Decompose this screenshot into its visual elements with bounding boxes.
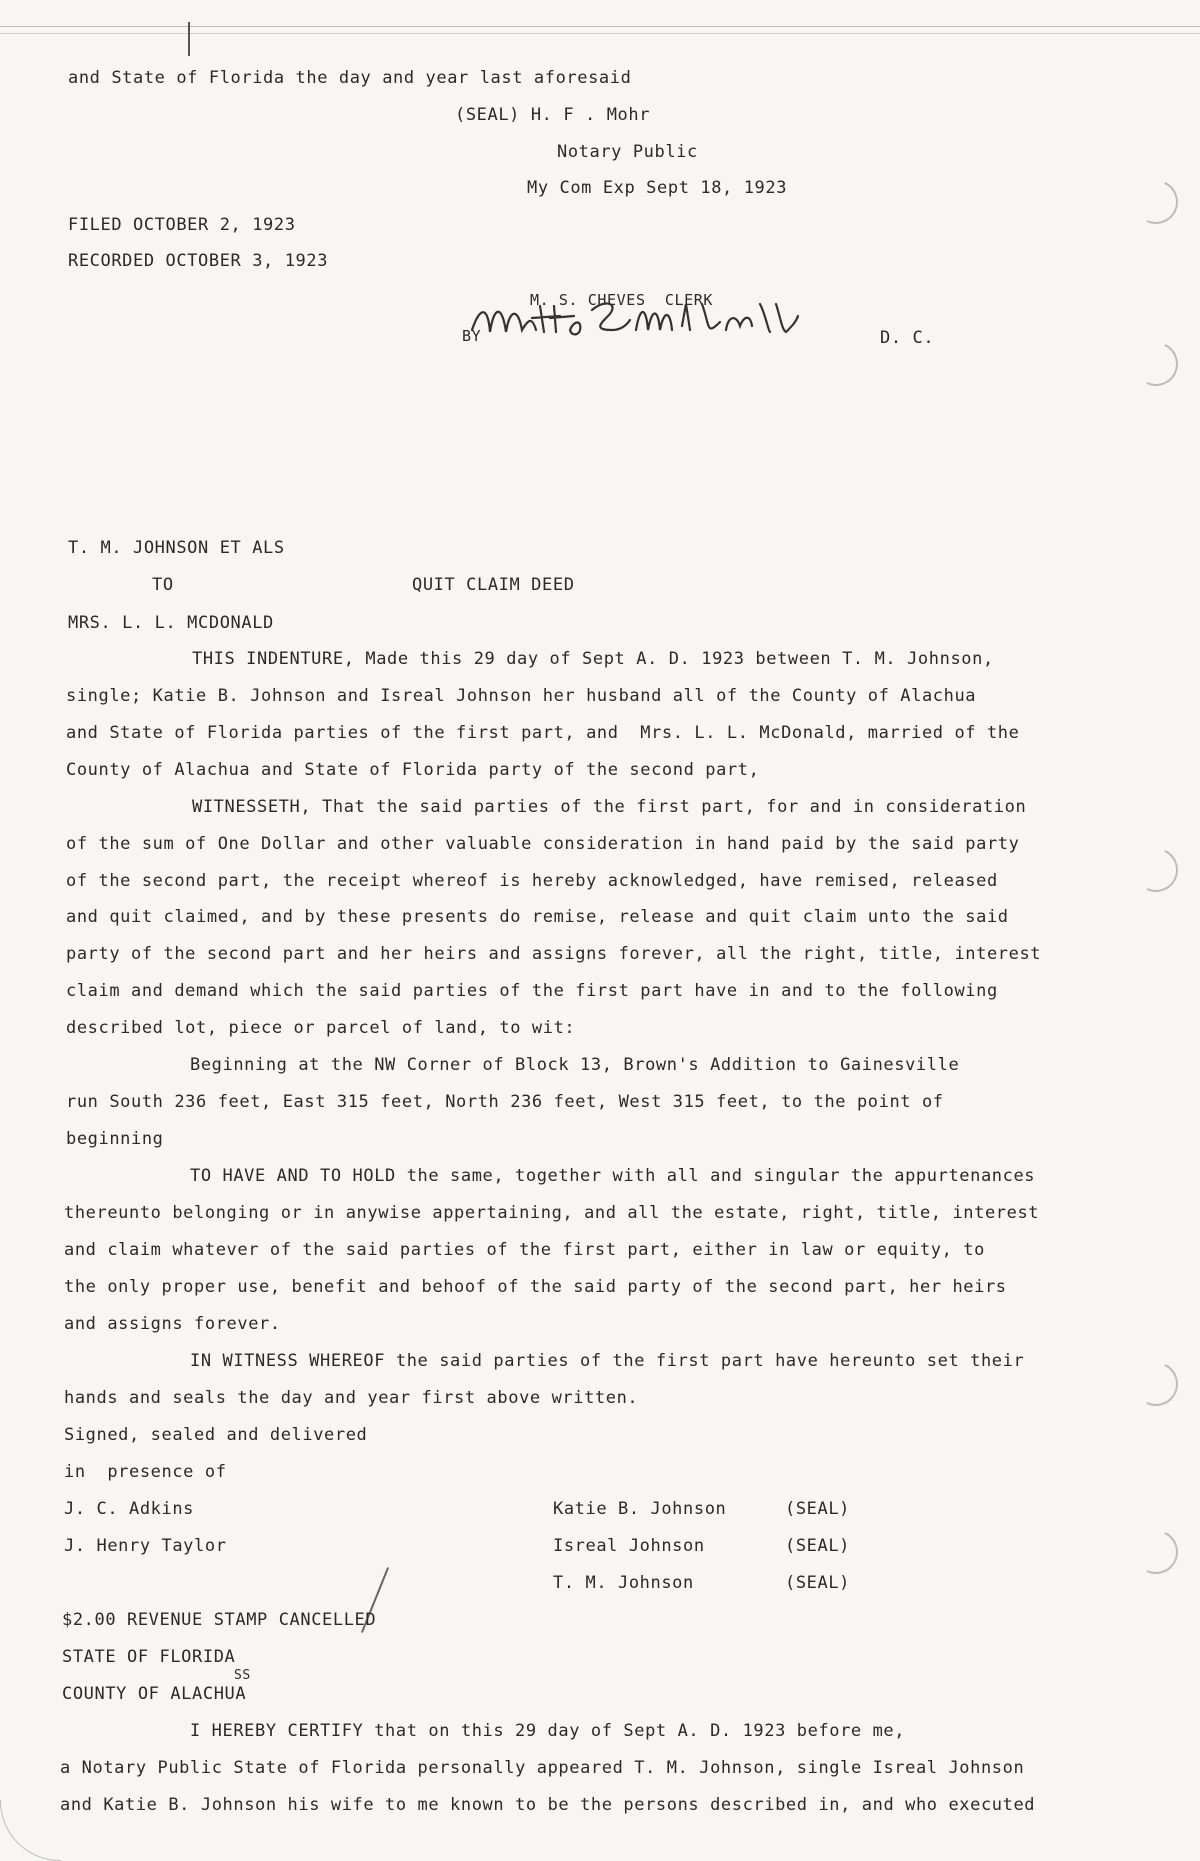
deputy-clerk-signature	[470, 286, 800, 356]
binder-hole	[1128, 174, 1184, 230]
signer-name: T. M. Johnson	[553, 1573, 694, 1593]
body-line: claim and demand which the said parties of the first part have in and to the following	[66, 981, 998, 1001]
seal-mark: (SEAL)	[785, 1499, 851, 1519]
binder-hole	[1128, 336, 1184, 392]
notary-seal-line: (SEAL) H. F . Mohr	[455, 105, 651, 125]
notary-title: Notary Public	[557, 142, 698, 162]
witness-name: J. C. Adkins	[64, 1499, 195, 1519]
top-edge-line-2	[0, 33, 1200, 34]
binder-hole	[1128, 1356, 1184, 1412]
body-line: and assigns forever.	[64, 1314, 281, 1334]
ss-mark: SS	[234, 1668, 251, 1683]
body-line: single; Katie B. Johnson and Isreal Johnson her husband all of the County of Alachua	[66, 686, 977, 706]
signer-name: Katie B. Johnson	[553, 1499, 727, 1519]
revenue-stamp-note: $2.00 REVENUE STAMP CANCELLED	[62, 1610, 377, 1630]
body-line: WITNESSETH, That the said parties of the first part, for and in consideration	[192, 797, 1027, 817]
body-line: party of the second part and her heirs and assigns forever, all the right, title, interest	[66, 944, 1042, 964]
binder-hole	[1128, 1524, 1184, 1580]
recorded-date: RECORDED OCTOBER 3, 1923	[68, 251, 329, 271]
body-line: TO HAVE AND TO HOLD the same, together with all and singular the appurtenances	[190, 1166, 1036, 1186]
body-line: and claim whatever of the said parties of the first part, either in law or equity, to	[64, 1240, 985, 1260]
closing-line: and State of Florida the day and year last aforesaid	[68, 68, 632, 88]
witness-name: J. Henry Taylor	[64, 1536, 227, 1556]
body-line: thereunto belonging or in anywise appertaining, and all the estate, right, title, interest	[64, 1203, 1040, 1223]
body-line: Beginning at the NW Corner of Block 13, Brown's Addition to Gainesville	[190, 1055, 960, 1075]
top-edge-line	[0, 26, 1200, 27]
seal-mark: (SEAL)	[785, 1536, 851, 1556]
body-line: hands and seals the day and year first above written.	[64, 1388, 639, 1408]
certify-line: a Notary Public State of Florida personally appeared T. M. Johnson, single Isreal Johnson	[60, 1758, 1025, 1778]
body-line: and quit claimed, and by these presents do remise, release and quit claim unto the said	[66, 907, 1009, 927]
body-line: of the sum of One Dollar and other valuable consideration in hand paid by the said party	[66, 834, 1020, 854]
body-line: IN WITNESS WHEREOF the said parties of the first part have hereunto set their	[190, 1351, 1025, 1371]
to-heading: TO	[152, 575, 174, 595]
body-line: described lot, piece or parcel of land, to wit:	[66, 1018, 576, 1038]
binder-hole	[1128, 842, 1184, 898]
body-line: the only proper use, benefit and behoof of the said party of the second part, her heirs	[64, 1277, 1007, 1297]
certify-line: and Katie B. Johnson his wife to me known to be the persons described in, and who executed	[60, 1795, 1036, 1815]
grantee-heading: MRS. L. L. MCDONALD	[68, 613, 274, 633]
clerk-name: M. S. CHEVES CLERK	[530, 291, 713, 309]
margin-tick-mark	[188, 22, 190, 56]
deed-type-heading: QUIT CLAIM DEED	[412, 575, 575, 595]
body-line: of the second part, the receipt whereof is hereby acknowledged, have remised, released	[66, 871, 998, 891]
seal-mark: (SEAL)	[785, 1573, 851, 1593]
deputy-clerk-label: D. C.	[880, 328, 935, 348]
grantor-heading: T. M. JOHNSON ET ALS	[68, 538, 285, 558]
signer-name: Isreal Johnson	[553, 1536, 705, 1556]
commission-expiry: My Com Exp Sept 18, 1923	[527, 178, 788, 198]
state-heading: STATE OF FLORIDA	[62, 1647, 236, 1667]
body-line: THIS INDENTURE, Made this 29 day of Sept A. D. 1923 between T. M. Johnson,	[192, 649, 994, 669]
body-line: beginning	[66, 1129, 164, 1149]
body-line: County of Alachua and State of Florida party of the second part,	[66, 760, 760, 780]
body-line: and State of Florida parties of the first part, and Mrs. L. L. McDonald, married of the	[66, 723, 1020, 743]
certify-line: I HEREBY CERTIFY that on this 29 day of Sept A. D. 1923 before me,	[190, 1721, 906, 1741]
body-line: Signed, sealed and delivered	[64, 1425, 368, 1445]
body-line: run South 236 feet, East 315 feet, North 236 feet, West 315 feet, to the point of	[66, 1092, 944, 1112]
body-line: in presence of	[64, 1462, 227, 1482]
filed-date: FILED OCTOBER 2, 1923	[68, 215, 296, 235]
county-heading: COUNTY OF ALACHUA	[62, 1684, 247, 1704]
signature-scrawl	[470, 286, 800, 356]
page-corner-curl	[0, 1800, 61, 1861]
by-label: BY	[462, 327, 482, 345]
